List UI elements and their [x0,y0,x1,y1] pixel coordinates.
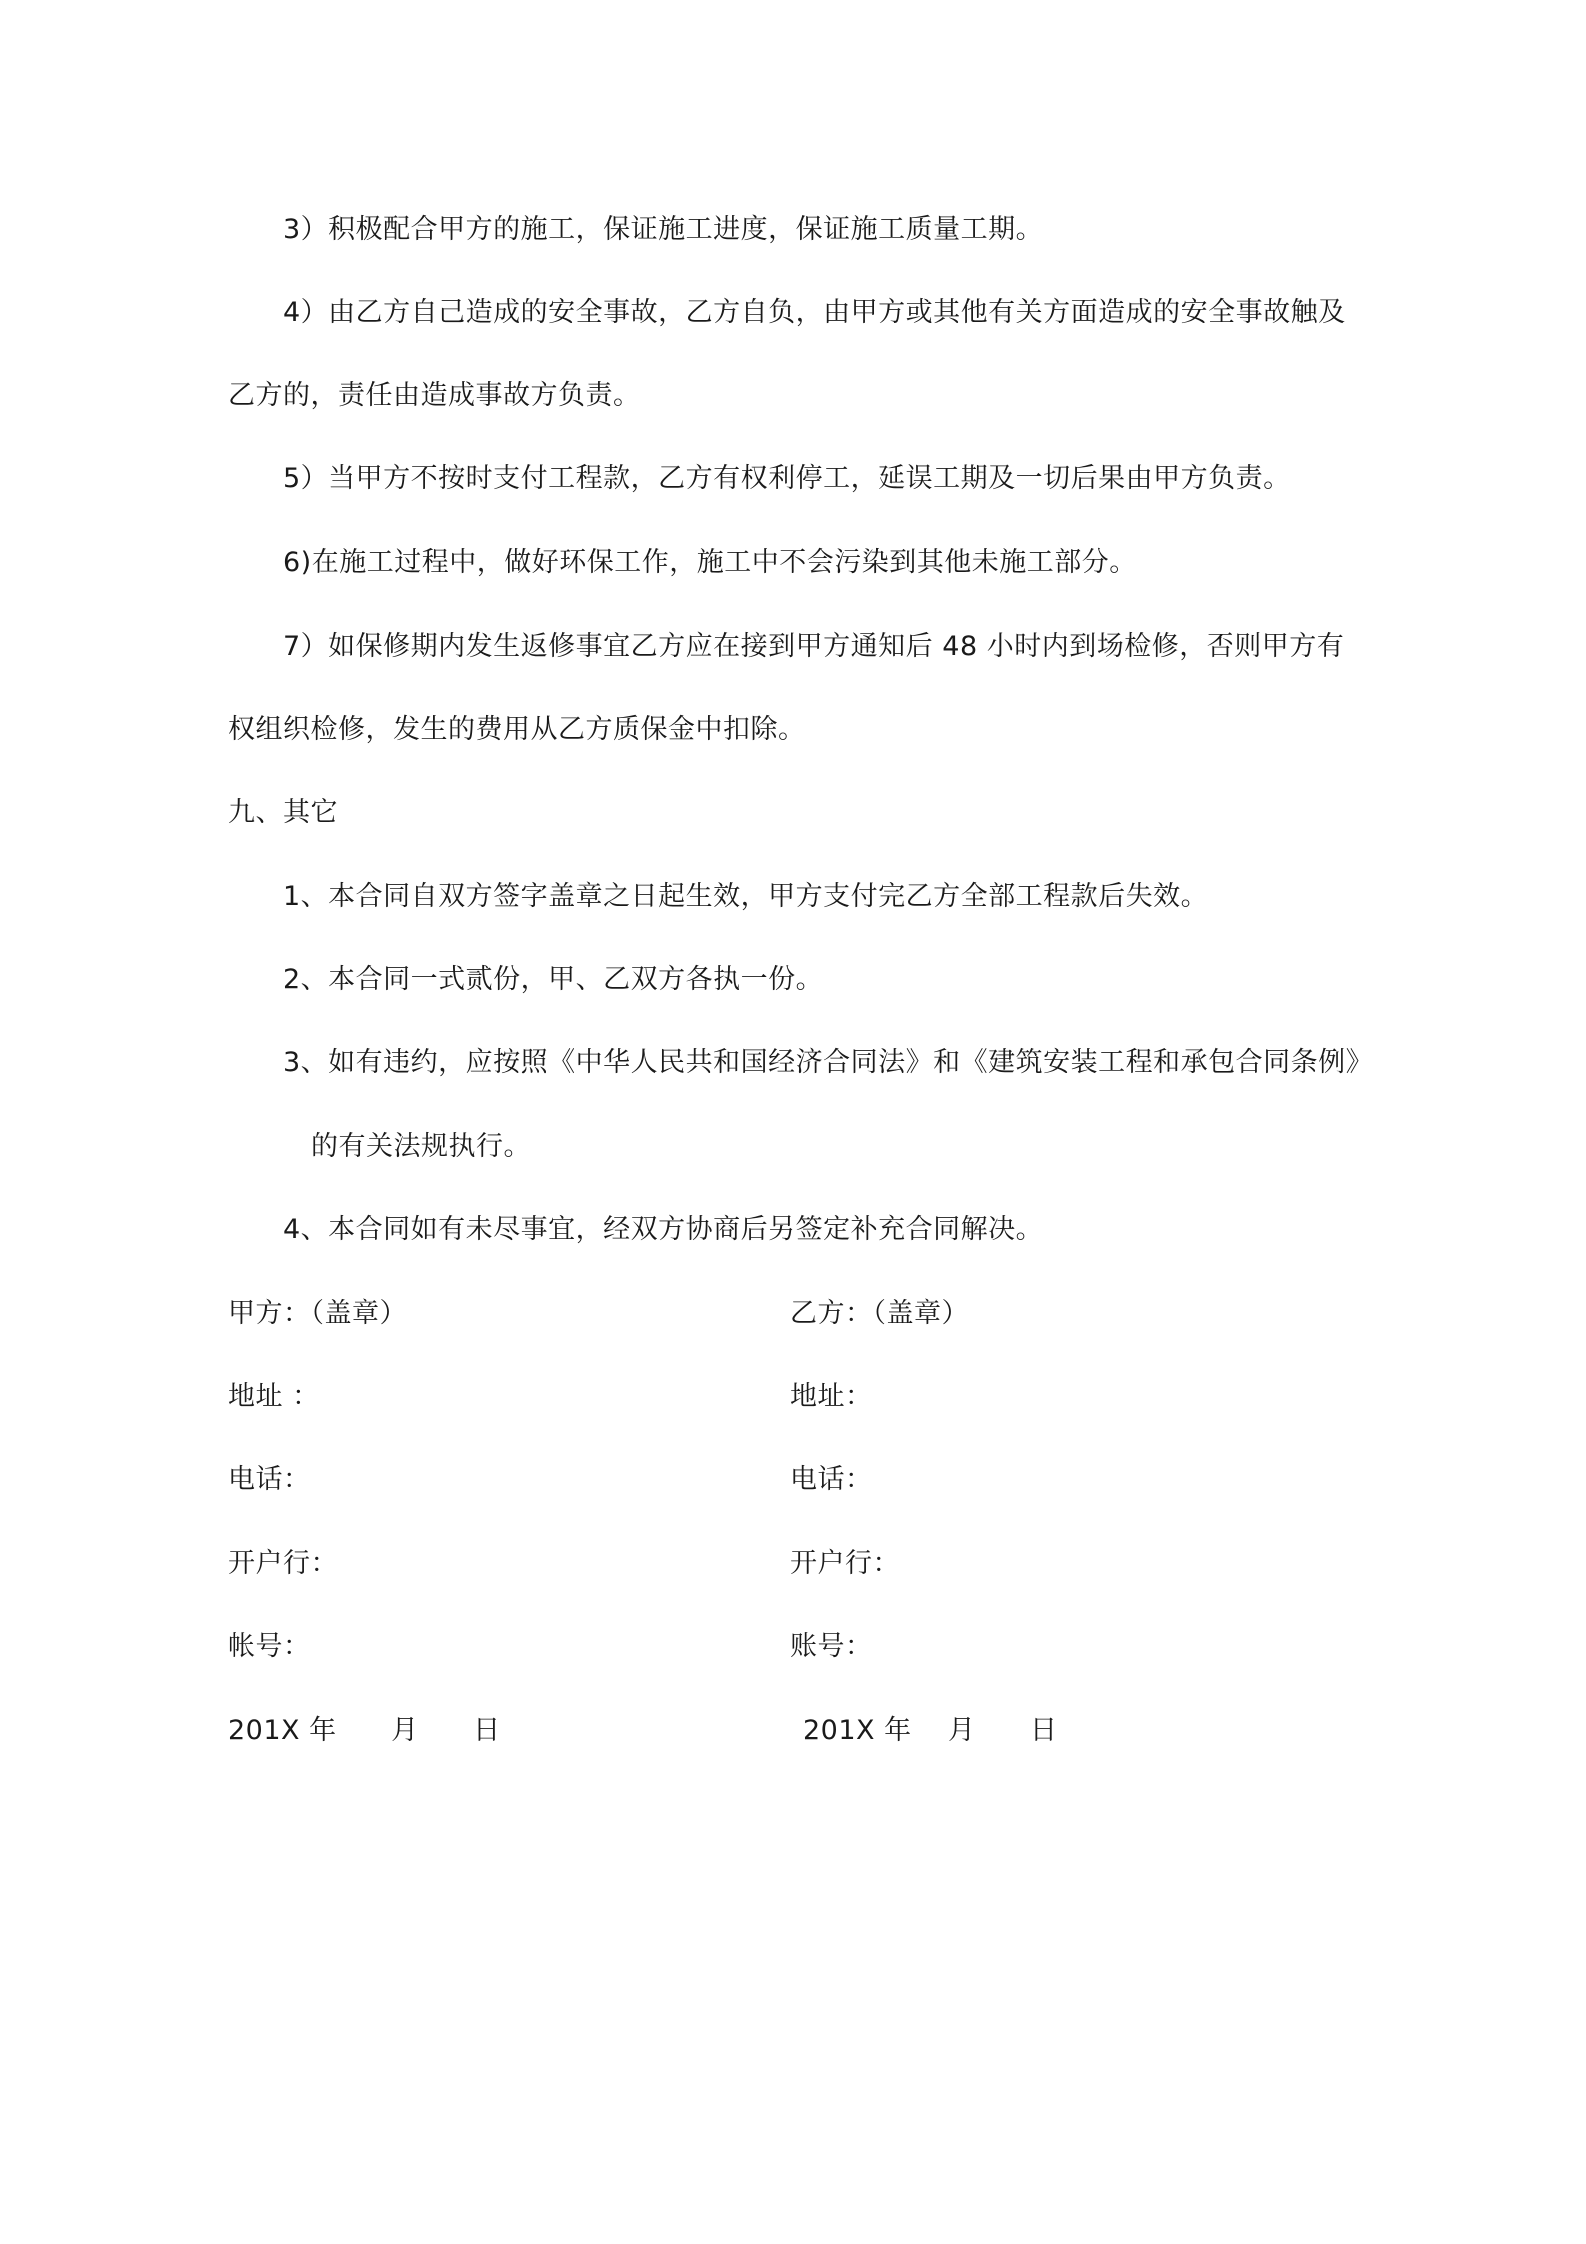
section-9-item-3-line-1: 3、如有违约，应按照《中华人民共和国经济合同法》和《建筑安装工程和承包合同条例》 [283,1047,1374,1078]
clause-4-line-2: 乙方的，责任由造成事故方负责。 [228,380,641,411]
clause-4-line-1: 4）由乙方自己造成的安全事故，乙方自负，由甲方或其他有关方面造成的安全事故触及 [283,297,1346,328]
section-9-item-2: 2、本合同一式贰份，甲、乙双方各执一份。 [283,964,824,995]
clause-7-line-1: 7）如保修期内发生返修事宜乙方应在接到甲方通知后 48 小时内到场检修，否则甲方有 [283,631,1345,662]
clause-6: 6)在施工过程中，做好环保工作，施工中不会污染到其他未施工部分。 [283,547,1137,578]
clause-7-line-2: 权组织检修，发生的费用从乙方质保金中扣除。 [228,714,806,745]
party-a-address: 地址 ： [228,1381,320,1412]
clause-3: 3）积极配合甲方的施工，保证施工进度，保证施工质量工期。 [283,214,1044,245]
section-9-item-3-line-2: 的有关法规执行。 [311,1131,531,1162]
section-9-item-4: 4、本合同如有未尽事宜，经双方协商后另签定补充合同解决。 [283,1214,1044,1245]
party-a-seal: 甲方：（盖章） [228,1298,407,1329]
clause-5: 5）当甲方不按时支付工程款，乙方有权利停工，延误工期及一切后果由甲方负责。 [283,463,1291,494]
section-9-item-1: 1、本合同自双方签字盖章之日起生效，甲方支付完乙方全部工程款后失效。 [283,881,1209,912]
party-b-bank: 开户行： [790,1548,900,1579]
party-b-date: 201X 年 月 日 [803,1715,1058,1746]
party-b-phone: 电话： [790,1464,873,1495]
section-9-heading: 九、其它 [228,797,338,828]
party-a-bank: 开户行： [228,1548,338,1579]
party-a-phone: 电话： [228,1464,311,1495]
party-b-seal: 乙方：（盖章） [790,1298,969,1329]
party-a-date: 201X 年 月 日 [228,1715,501,1746]
party-a-account: 帐号： [228,1631,311,1662]
party-b-account: 账号： [790,1631,873,1662]
party-b-address: 地址： [790,1381,873,1412]
